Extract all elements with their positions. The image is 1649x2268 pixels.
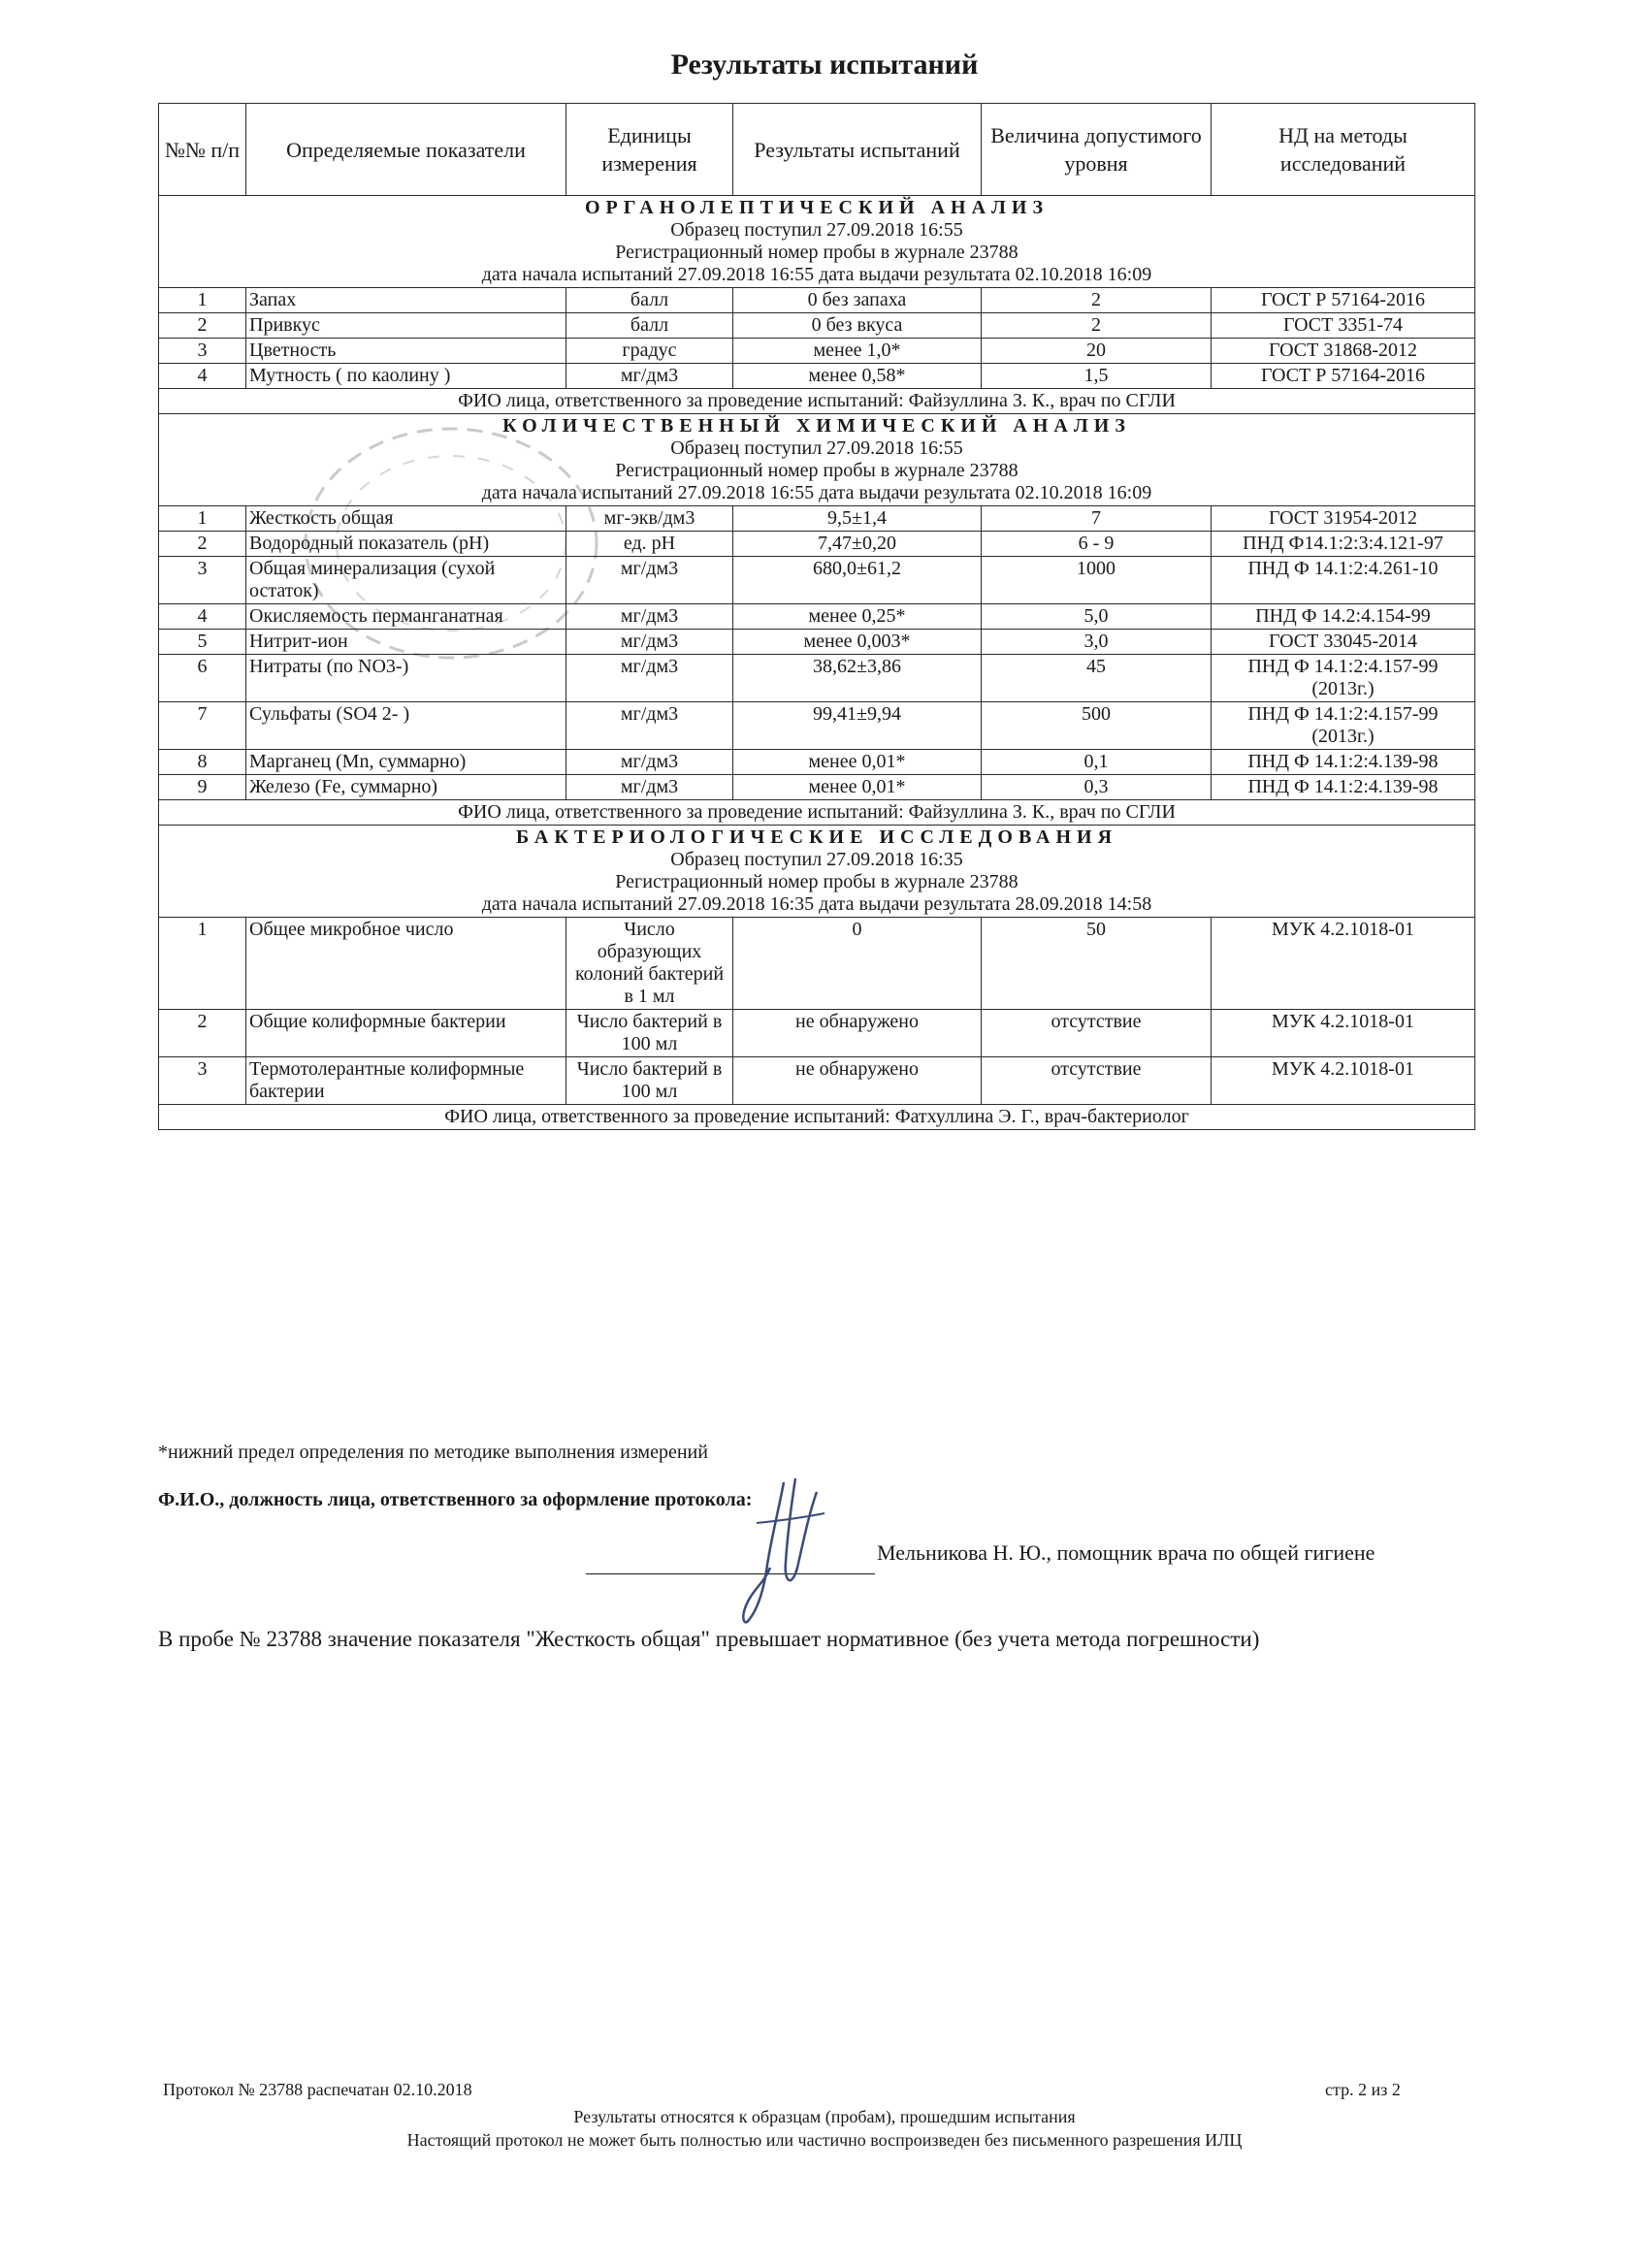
row-units: мг/дм3 [566, 655, 733, 702]
row-num: 2 [159, 532, 246, 557]
row-indicator: Водородный показатель (pH) [246, 532, 566, 557]
row-limit: 20 [982, 339, 1212, 364]
col-header-result: Результаты испытаний [733, 104, 982, 196]
row-result: 680,0±61,2 [733, 557, 982, 604]
page-title: Результаты испытаний [670, 49, 979, 81]
protocol-responsible-label: Ф.И.О., должность лица, ответственного за оформление протокола: [158, 1489, 753, 1510]
table-header-row [159, 104, 1475, 196]
row-num: 4 [159, 364, 246, 389]
table-row [159, 506, 1475, 532]
handwritten-signature [728, 1474, 854, 1630]
row-result: не обнаружено [733, 1057, 982, 1105]
section-header-bacteriological [159, 826, 1475, 918]
responsible-row [159, 800, 1475, 826]
registration-number: Регистрационный номер пробы в журнале 23788 [615, 242, 1018, 263]
table-row [159, 557, 1475, 604]
responsible-person: ФИО лица, ответственного за проведение испытаний: Файзуллина З. К., врач по СГЛИ [159, 800, 1475, 826]
row-num: 2 [159, 1010, 246, 1057]
section-header-organoleptic [159, 196, 1475, 288]
row-units: Число бактерий в 100 мл [566, 1010, 733, 1057]
row-method: ГОСТ 31954-2012 [1212, 506, 1475, 532]
row-method: МУК 4.2.1018-01 [1212, 1057, 1475, 1105]
row-indicator: Цветность [246, 339, 566, 364]
row-num: 3 [159, 557, 246, 604]
row-result: 7,47±0,20 [733, 532, 982, 557]
row-method: ПНД Ф14.1:2:3:4.121-97 [1212, 532, 1475, 557]
row-units: мг/дм3 [566, 557, 733, 604]
row-method: МУК 4.2.1018-01 [1212, 1010, 1475, 1057]
footer-disclaimer-2: Настоящий протокол не может быть полностью или частично воспроизведен без письменного разрешения ИЛЦ [406, 2130, 1243, 2150]
row-num: 9 [159, 775, 246, 800]
registration-number: Регистрационный номер пробы в журнале 23788 [615, 460, 1018, 481]
row-limit: 7 [982, 506, 1212, 532]
table-row [159, 655, 1475, 702]
row-method: ПНД Ф 14.1:2:4.139-98 [1212, 750, 1475, 775]
table-row [159, 1010, 1475, 1057]
row-indicator: Мутность ( по каолину ) [246, 364, 566, 389]
row-num: 8 [159, 750, 246, 775]
row-method: ПНД Ф 14.1:2:4.139-98 [1212, 775, 1475, 800]
footer-protocol: Протокол № 23788 распечатан 02.10.2018 [163, 2080, 472, 2099]
row-units: мг/дм3 [566, 604, 733, 630]
row-num: 4 [159, 604, 246, 630]
row-limit: 0,3 [982, 775, 1212, 800]
row-limit: отсутствие [982, 1057, 1212, 1105]
section-title: КОЛИЧЕСТВЕННЫЙ ХИМИЧЕСКИЙ АНАЛИЗ [502, 415, 1131, 437]
row-result: 9,5±1,4 [733, 506, 982, 532]
row-units: градус [566, 339, 733, 364]
row-num: 3 [159, 1057, 246, 1105]
col-header-indicator: Определяемые показатели [246, 104, 566, 196]
footnote: *нижний предел определения по методике выполнения измерений [158, 1442, 708, 1463]
table-row [159, 630, 1475, 655]
row-units: мг/дм3 [566, 364, 733, 389]
table-row [159, 775, 1475, 800]
test-dates: дата начала испытаний 27.09.2018 16:35 дата выдачи результата 28.09.2018 14:58 [481, 893, 1152, 915]
row-method: ПНД Ф 14.1:2:4.157-99 (2013г.) [1212, 655, 1475, 702]
row-limit: отсутствие [982, 1010, 1212, 1057]
row-result: 0 без вкуса [733, 313, 982, 339]
row-num: 7 [159, 702, 246, 750]
row-result: менее 0,003* [733, 630, 982, 655]
row-method: МУК 4.2.1018-01 [1212, 918, 1475, 1010]
row-num: 1 [159, 288, 246, 313]
row-limit: 5,0 [982, 604, 1212, 630]
footer-page-number: стр. 2 из 2 [1325, 2080, 1401, 2099]
table-row [159, 288, 1475, 313]
row-units: мг-экв/дм3 [566, 506, 733, 532]
sample-received: Образец поступил 27.09.2018 16:55 [670, 437, 963, 459]
responsible-row [159, 389, 1475, 414]
row-result: 0 без запаха [733, 288, 982, 313]
row-method: ПНД Ф 14.1:2:4.157-99 (2013г.) [1212, 702, 1475, 750]
row-units: мг/дм3 [566, 702, 733, 750]
table-row [159, 918, 1475, 1010]
row-units: мг/дм3 [566, 775, 733, 800]
row-num: 3 [159, 339, 246, 364]
row-method: ГОСТ 31868-2012 [1212, 339, 1475, 364]
row-units: балл [566, 288, 733, 313]
test-dates: дата начала испытаний 27.09.2018 16:55 дата выдачи результата 02.10.2018 16:09 [481, 482, 1152, 503]
row-result: менее 0,25* [733, 604, 982, 630]
row-limit: 2 [982, 313, 1212, 339]
row-indicator: Марганец (Mn, суммарно) [246, 750, 566, 775]
row-units: балл [566, 313, 733, 339]
sample-received: Образец поступил 27.09.2018 16:35 [670, 849, 963, 870]
conclusion-text: В пробе № 23788 значение показателя "Жесткость общая" превышает нормативное (без учета метода погрешности) [158, 1627, 1260, 1651]
row-method: ПНД Ф 14.2:4.154-99 [1212, 604, 1475, 630]
table-row [159, 313, 1475, 339]
row-indicator: Жесткость общая [246, 506, 566, 532]
row-num: 5 [159, 630, 246, 655]
sample-received: Образец поступил 27.09.2018 16:55 [670, 219, 963, 241]
section-title: БАКТЕРИОЛОГИЧЕСКИЕ ИССЛЕДОВАНИЯ [515, 826, 1118, 848]
table-row [159, 339, 1475, 364]
row-num: 1 [159, 918, 246, 1010]
col-header-units: Единицы измерения [566, 104, 733, 196]
row-limit: 45 [982, 655, 1212, 702]
row-indicator: Общая минерализация (сухой остаток) [246, 557, 566, 604]
row-num: 6 [159, 655, 246, 702]
row-units: ед. pH [566, 532, 733, 557]
row-units: Число бактерий в 100 мл [566, 1057, 733, 1105]
row-result: 0 [733, 918, 982, 1010]
row-indicator: Окисляемость перманганатная [246, 604, 566, 630]
row-limit: 1000 [982, 557, 1212, 604]
row-method: ПНД Ф 14.1:2:4.261-10 [1212, 557, 1475, 604]
section-title: ОРГАНОЛЕПТИЧЕСКИЙ АНАЛИЗ [584, 197, 1050, 218]
row-indicator: Нитрит-ион [246, 630, 566, 655]
table-row [159, 750, 1475, 775]
row-method: ГОСТ 33045-2014 [1212, 630, 1475, 655]
row-indicator: Привкус [246, 313, 566, 339]
row-method: ГОСТ 3351-74 [1212, 313, 1475, 339]
row-limit: 500 [982, 702, 1212, 750]
row-num: 1 [159, 506, 246, 532]
row-limit: 3,0 [982, 630, 1212, 655]
row-result: 99,41±9,94 [733, 702, 982, 750]
row-result: менее 0,01* [733, 775, 982, 800]
responsible-person: ФИО лица, ответственного за проведение испытаний: Фатхуллина Э. Г., врач-бактериолог [159, 1105, 1475, 1130]
row-result: не обнаружено [733, 1010, 982, 1057]
row-num: 2 [159, 313, 246, 339]
row-units: мг/дм3 [566, 630, 733, 655]
row-result: менее 1,0* [733, 339, 982, 364]
row-result: 38,62±3,86 [733, 655, 982, 702]
table-row [159, 532, 1475, 557]
table-row [159, 604, 1475, 630]
row-method: ГОСТ Р 57164-2016 [1212, 364, 1475, 389]
table-row [159, 702, 1475, 750]
row-indicator: Сульфаты (SO4 2- ) [246, 702, 566, 750]
row-indicator: Термотолерантные колиформные бактерии [246, 1057, 566, 1105]
signer-name: Мельникова Н. Ю., помощник врача по общей гигиене [877, 1540, 1375, 1565]
row-limit: 0,1 [982, 750, 1212, 775]
row-limit: 6 - 9 [982, 532, 1212, 557]
row-indicator: Общее микробное число [246, 918, 566, 1010]
row-indicator: Запах [246, 288, 566, 313]
row-indicator: Железо (Fe, суммарно) [246, 775, 566, 800]
col-header-method: НД на методы исследований [1212, 104, 1475, 196]
table-row [159, 1057, 1475, 1105]
section-header-chemical [159, 414, 1475, 506]
col-header-num: №№ п/п [159, 104, 246, 196]
row-result: менее 0,58* [733, 364, 982, 389]
responsible-person: ФИО лица, ответственного за проведение испытаний: Файзуллина З. К., врач по СГЛИ [159, 389, 1475, 414]
col-header-limit: Величина допустимого уровня [982, 104, 1212, 196]
table-row [159, 364, 1475, 389]
row-limit: 2 [982, 288, 1212, 313]
test-dates: дата начала испытаний 27.09.2018 16:55 дата выдачи результата 02.10.2018 16:09 [481, 264, 1152, 285]
row-method: ГОСТ Р 57164-2016 [1212, 288, 1475, 313]
row-limit: 50 [982, 918, 1212, 1010]
row-units: мг/дм3 [566, 750, 733, 775]
footer-disclaimer-1: Результаты относятся к образцам (пробам), прошедшим испытания [573, 2107, 1076, 2126]
row-indicator: Общие колиформные бактерии [246, 1010, 566, 1057]
row-units: Число образующих колоний бактерий в 1 мл [566, 918, 733, 1010]
row-indicator: Нитраты (по NO3-) [246, 655, 566, 702]
row-result: менее 0,01* [733, 750, 982, 775]
registration-number: Регистрационный номер пробы в журнале 23788 [615, 871, 1018, 892]
results-table [158, 103, 1475, 1130]
row-limit: 1,5 [982, 364, 1212, 389]
responsible-row [159, 1105, 1475, 1130]
